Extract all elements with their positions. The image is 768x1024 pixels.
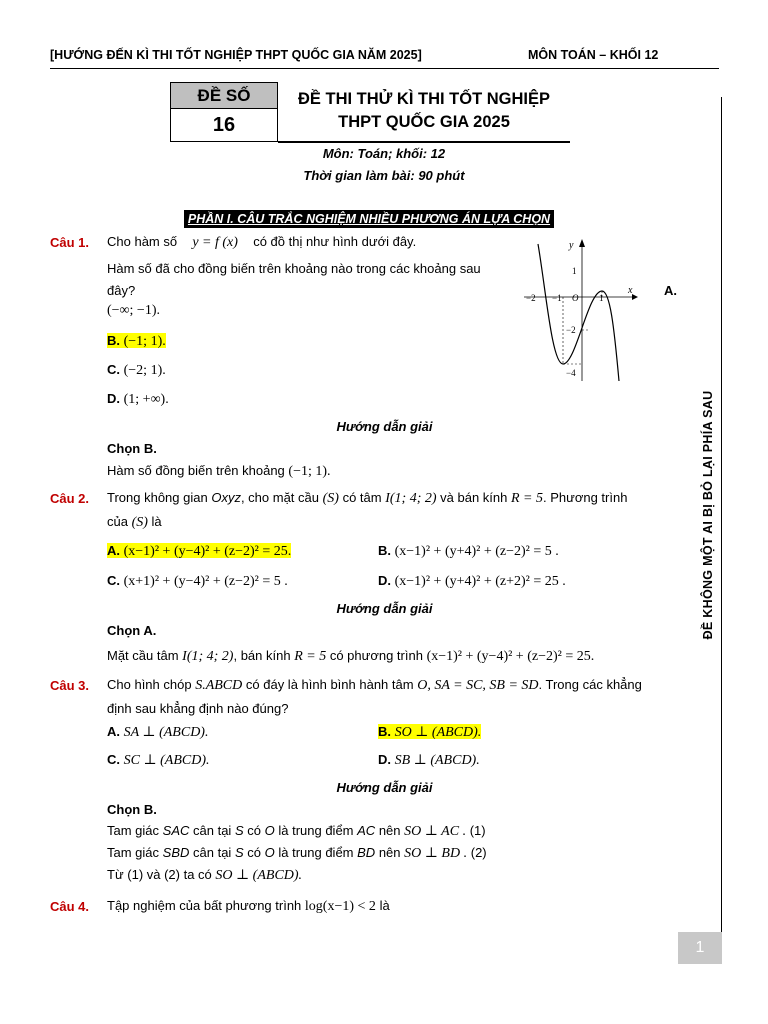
q1-graph	[524, 236, 644, 381]
q1-solution	[107, 463, 331, 480]
q1-option-a: (−∞; −1).	[107, 303, 160, 318]
graph-label-m4y: −4	[566, 368, 576, 378]
q1-option-d	[107, 391, 169, 408]
q3-sol-math: SO ⊥ AC .	[404, 824, 467, 839]
q2-stem-line1	[107, 490, 627, 507]
q1-stem-line2: Hàm số đã cho đồng biến trên khoảng nào trong các khoảng sau	[107, 261, 481, 276]
q4-inequality: log(x−1) < 2	[304, 899, 376, 914]
q3-stem-part: . Trong các khẳng	[538, 677, 642, 692]
de-so-number: 16	[170, 108, 278, 142]
q3-sol-part: là trung điểm	[278, 845, 354, 860]
q3-option-b	[378, 724, 481, 741]
q3-option-a-text: SA ⊥ (ABCD).	[123, 725, 209, 740]
q2-option-d-text: (x−1)² + (y+4)² + (z+2)² = 25 .	[394, 574, 566, 589]
q1-option-d-text: (1; +∞).	[123, 392, 169, 407]
q2-stem-line2	[107, 514, 162, 531]
graph-label-m1x: −1	[552, 293, 562, 303]
q1-solution-math: (−1; 1).	[288, 464, 331, 479]
q3-option-c-label: C.	[107, 752, 120, 767]
q3-sol-part: Tam giác	[107, 845, 160, 860]
section-heading: PHẦN I. CÂU TRẮC NGHIỆM NHIỀU PHƯƠNG ÁN LỰA CHỌN	[184, 210, 554, 228]
header-right: MÔN TOÁN – KHỐI 12	[528, 48, 659, 62]
header-left: [HƯỚNG ĐẾN KÌ THI TỐT NGHIỆP THPT QUỐC GIA NĂM 2025]	[50, 48, 422, 62]
q1-guide-heading: Hướng dẫn giải	[336, 419, 433, 434]
q2-option-b	[378, 543, 559, 560]
q2-option-c-text: (x+1)² + (y−4)² + (z−2)² = 5 .	[123, 574, 288, 589]
q2-space: Oxyz	[211, 490, 241, 505]
q1-stem-line3: đây?	[107, 283, 136, 298]
q1-solution-text: Hàm số đồng biến trên khoảng	[107, 463, 285, 478]
q3-stem-part: có đáy là hình bình hành tâm	[245, 677, 414, 692]
q2-option-a-text: (x−1)² + (y−4)² + (z−2)² = 25.	[123, 544, 292, 559]
q1-option-b	[107, 333, 166, 350]
q4-stem-part: là	[379, 898, 390, 913]
q3-solution-line3	[107, 867, 302, 884]
q2-option-c-label: C.	[107, 573, 120, 588]
q2-radius: R = 5	[511, 491, 543, 506]
q3-option-d	[378, 752, 480, 769]
q2-option-a-label: A.	[107, 543, 120, 558]
q3-sol-part: Tam giác	[107, 823, 160, 838]
graph-label-o: O	[572, 293, 579, 303]
q2-option-d-label: D.	[378, 573, 391, 588]
q3-option-c	[107, 752, 210, 769]
q2-label: Câu 2.	[50, 491, 90, 506]
q2-sol-center: I(1; 4; 2)	[182, 649, 234, 664]
q2-stem-part: Trong không gian	[107, 490, 208, 505]
q3-sol-part: O	[264, 845, 275, 860]
graph-label-m2y: −2	[566, 325, 576, 335]
q3-sol-part: nên	[378, 845, 401, 860]
q3-stem-line1	[107, 677, 642, 694]
title-underline	[278, 141, 570, 143]
exam-title	[278, 88, 570, 134]
q2-sol-equation: (x−1)² + (y−4)² + (z−2)² = 25.	[426, 649, 595, 664]
q3-sol-part: S	[234, 823, 244, 838]
q3-choose: Chọn B.	[107, 802, 157, 817]
q2-stem-part: có tâm	[342, 490, 382, 505]
q3-stem-part: Cho hình chóp	[107, 677, 192, 692]
q2-stem-part: và bán kính	[440, 490, 508, 505]
graph-label-1x: 1	[599, 293, 604, 303]
q1-option-b-text: (−1; 1).	[123, 334, 166, 349]
q3-sol-part: S	[234, 845, 244, 860]
graph-label-x: x	[628, 285, 633, 296]
de-so-label: ĐỀ SỐ	[170, 82, 278, 108]
exam-title-line1: ĐỀ THI THỬ KÌ THI TỐT NGHIỆP	[297, 90, 551, 108]
q3-sol-math: SO ⊥ (ABCD).	[215, 868, 303, 883]
q2-sol-part: có phương trình	[329, 648, 423, 663]
q3-option-d-text: SB ⊥ (ABCD).	[394, 753, 480, 768]
q2-sol-part: , bán kính	[233, 648, 291, 663]
q3-sol-part: SBD	[162, 845, 190, 860]
q1-option-c-text: (−2; 1).	[123, 363, 166, 378]
q4-stem	[107, 898, 390, 915]
graph-label-y: y	[569, 240, 574, 251]
q3-condition: , SA = SC, SB = SD	[427, 678, 539, 693]
title-block	[170, 82, 570, 142]
q2-sol-part: Mặt cầu tâm	[107, 648, 179, 663]
q3-solution-line2	[107, 845, 487, 862]
q4-stem-part: Tập nghiệm của bất phương trình	[107, 898, 302, 913]
graph-y-arrow	[579, 239, 585, 247]
q3-option-a-label: A.	[107, 724, 120, 739]
q1-option-c-label: C.	[107, 362, 120, 377]
q3-option-b-label: B.	[378, 724, 391, 739]
graph-x-arrow	[632, 294, 638, 300]
page-number: 1	[678, 932, 722, 964]
exam-title-line2: THPT QUỐC GIA 2025	[338, 113, 510, 131]
q3-sol-part: có	[247, 823, 261, 838]
q2-option-b-label: B.	[378, 543, 391, 558]
q3-sol-part: nên	[378, 823, 401, 838]
q2-center: I(1; 4; 2)	[385, 491, 437, 506]
q3-sol-part: BD	[357, 845, 376, 860]
q2-sphere: (S)	[322, 491, 339, 506]
q3-option-c-text: SC ⊥ (ABCD).	[123, 753, 210, 768]
q3-pyramid: S.ABCD	[195, 678, 243, 693]
q3-sol-math: SO ⊥ BD .	[404, 846, 468, 861]
q2-stem-part: của	[107, 514, 128, 529]
graph-label-1y: 1	[572, 266, 577, 276]
q1-label: Câu 1.	[50, 235, 90, 250]
q1-choose: Chọn B.	[107, 441, 157, 456]
q3-sol-part: Từ (1) và (2) ta có	[107, 867, 212, 882]
q3-sol-part: cân tại	[193, 845, 232, 860]
time-line: Thời gian làm bài: 90 phút	[303, 168, 465, 183]
q3-option-d-label: D.	[378, 752, 391, 767]
q3-sol-part: là trung điểm	[278, 823, 354, 838]
q3-option-b-text: SO ⊥ (ABCD).	[394, 725, 482, 740]
q3-guide-heading: Hướng dẫn giải	[336, 780, 433, 795]
q2-sol-radius: R = 5	[294, 649, 327, 664]
q2-option-c	[107, 573, 288, 590]
page-header	[50, 48, 719, 69]
q1-option-a-label: A.	[664, 283, 677, 298]
q3-label: Câu 3.	[50, 678, 90, 693]
q1-stem-line1	[107, 234, 509, 251]
q2-stem-part: là	[151, 514, 162, 529]
q2-stem-part: . Phương trình	[543, 490, 628, 505]
q1-stem-part: Cho hàm số	[107, 234, 178, 249]
q2-stem-part: , cho mặt cầu	[240, 490, 319, 505]
q3-sol-part: AC	[357, 823, 376, 838]
side-slogan: ĐỀ KHÔNG MỘT AI BỊ BỎ LẠI PHÍA SAU	[701, 390, 715, 640]
q3-o: O	[417, 678, 428, 693]
graph-label-m2x: −2	[526, 293, 536, 303]
q2-choose: Chọn A.	[107, 623, 157, 638]
q3-sol-part: có	[247, 845, 261, 860]
q3-sol-part: O	[264, 823, 275, 838]
q3-sol-part: (1)	[469, 823, 486, 838]
q1-option-d-label: D.	[107, 391, 120, 406]
q1-stem-part: có đồ thị như hình dưới đây.	[253, 234, 417, 249]
q3-solution-line1	[107, 823, 486, 840]
q3-option-a	[107, 724, 208, 741]
q2-option-a	[107, 543, 291, 560]
graph-curve	[538, 244, 619, 381]
q3-stem-line2: định sau khẳng định nào đúng?	[107, 701, 289, 716]
side-rule	[721, 97, 722, 939]
q1-func: y = f (x)	[192, 235, 238, 250]
q2-solution	[107, 648, 594, 665]
q3-sol-part: (2)	[470, 845, 487, 860]
q2-sphere: (S)	[131, 515, 148, 530]
q3-sol-part: cân tại	[193, 823, 232, 838]
q1-option-c	[107, 362, 166, 379]
q2-option-b-text: (x−1)² + (y+4)² + (z−2)² = 5 .	[394, 544, 559, 559]
q1-option-b-label: B.	[107, 333, 120, 348]
q2-guide-heading: Hướng dẫn giải	[336, 601, 433, 616]
q3-sol-part: SAC	[162, 823, 190, 838]
q4-label: Câu 4.	[50, 899, 90, 914]
q2-option-d	[378, 573, 566, 590]
subject-line: Môn: Toán; khối: 12	[322, 146, 446, 161]
